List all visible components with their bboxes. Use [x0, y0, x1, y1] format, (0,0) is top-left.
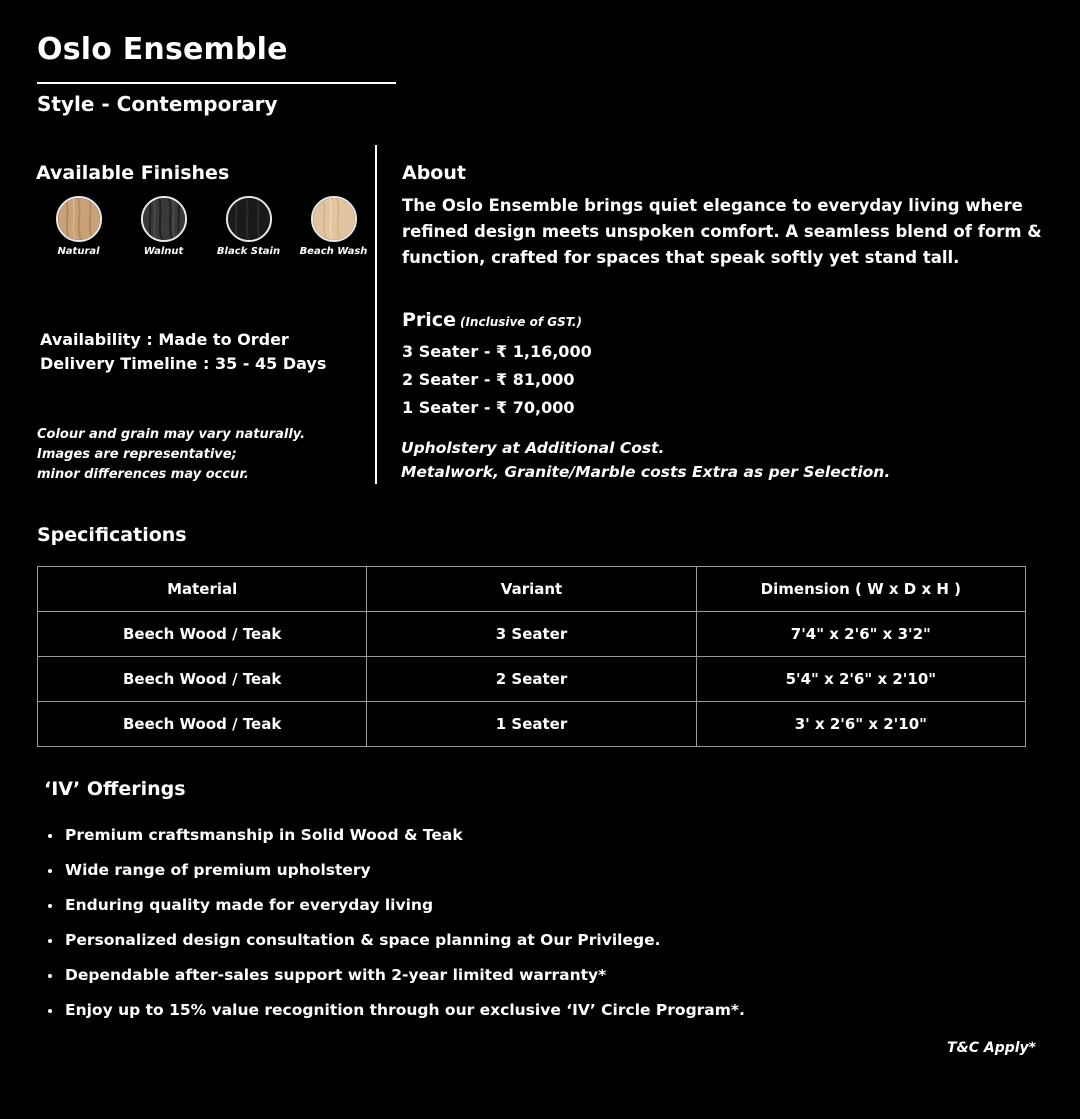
disclaimer-note [37, 425, 305, 485]
column-header-material: Material [38, 567, 367, 612]
cell-material: Beech Wood / Teak [38, 612, 367, 657]
table-row [38, 702, 1026, 747]
price-heading-label: Price [402, 309, 456, 331]
cell-dimension: 3' x 2'6" x 2'10" [696, 702, 1025, 747]
finish-label-walnut: Walnut [143, 246, 184, 257]
price-item: 1 Seater - ₹ 70,000 [402, 398, 575, 417]
list-item [48, 853, 745, 888]
price-list [402, 338, 592, 422]
finishes-heading: Available Finishes [36, 162, 230, 184]
bullet-icon [48, 834, 52, 838]
table-row [38, 612, 1026, 657]
swatch-black-stain [226, 196, 272, 242]
about-heading: About [402, 162, 466, 184]
list-item [48, 888, 745, 923]
cell-dimension: 5'4" x 2'6" x 2'10" [696, 657, 1025, 702]
finish-label-black-stain: Black Stain [216, 246, 281, 257]
about-description: The Oslo Ensemble brings quiet elegance to everyday living where refined design meets unspoken comfort. A seamless blend of form & function, crafted for spaces that speak softly yet stand tall. [402, 196, 1042, 267]
list-item [48, 993, 745, 1028]
offering-text: Enduring quality made for everyday living [65, 896, 434, 914]
column-header-variant: Variant [367, 567, 696, 612]
bullet-icon [48, 974, 52, 978]
column-header-dimension: Dimension ( W x D x H ) [696, 567, 1025, 612]
table-header-row [38, 567, 1026, 612]
upholstery-note: Upholstery at Additional Cost. [401, 439, 665, 457]
price-item: 2 Seater - ₹ 81,000 [402, 370, 575, 389]
finish-label-beach-wash: Beach Wash [299, 246, 368, 257]
page-title: Oslo Ensemble [37, 32, 288, 67]
price-item: 3 Seater - ₹ 1,16,000 [402, 342, 592, 361]
cell-material: Beech Wood / Teak [38, 702, 367, 747]
offering-text: Premium craftsmanship in Solid Wood & Teak [65, 826, 463, 844]
bullet-icon [48, 904, 52, 908]
cell-variant: 3 Seater [367, 612, 696, 657]
availability-text: Availability : Made to Order [40, 330, 289, 349]
finish-walnut[interactable] [121, 196, 206, 257]
disclaimer-line: Colour and grain may vary naturally. [37, 427, 306, 442]
swatch-beach-wash [311, 196, 357, 242]
swatch-walnut [141, 196, 187, 242]
bullet-icon [48, 869, 52, 873]
bullet-icon [48, 939, 52, 943]
list-item [48, 923, 745, 958]
cell-material: Beech Wood / Teak [38, 657, 367, 702]
finish-swatches [36, 196, 376, 257]
metalwork-note: Metalwork, Granite/Marble costs Extra as per Selection. [401, 463, 891, 481]
list-item [48, 818, 745, 853]
title-divider [37, 82, 396, 84]
specifications-table [37, 566, 1026, 747]
finish-beach-wash[interactable] [291, 196, 376, 257]
offering-text: Dependable after-sales support with 2-year limited warranty* [65, 966, 607, 984]
offerings-heading: ‘IV’ Offerings [44, 778, 186, 800]
column-divider [375, 145, 377, 484]
style-subtitle: Style - Contemporary [37, 92, 278, 116]
specifications-heading: Specifications [37, 524, 187, 546]
cell-variant: 1 Seater [367, 702, 696, 747]
availability-block [40, 328, 326, 376]
price-heading [402, 309, 582, 331]
disclaimer-line: Images are representative; [37, 447, 237, 462]
finish-black-stain[interactable] [206, 196, 291, 257]
disclaimer-line: minor differences may occur. [37, 467, 249, 482]
offering-text: Personalized design consultation & space planning at Our Privilege. [65, 931, 661, 949]
price-extras [401, 436, 890, 484]
bullet-icon [48, 1009, 52, 1013]
offering-text: Enjoy up to 15% value recognition through our exclusive ‘IV’ Circle Program*. [65, 1001, 745, 1019]
offering-text: Wide range of premium upholstery [65, 861, 371, 879]
offerings-list [48, 818, 745, 1028]
price-gst-note: (Inclusive of GST.) [459, 315, 582, 329]
finish-natural[interactable] [36, 196, 121, 257]
list-item [48, 958, 745, 993]
cell-dimension: 7'4" x 2'6" x 3'2" [696, 612, 1025, 657]
finish-label-natural: Natural [57, 246, 100, 257]
terms-apply-note: T&C Apply* [946, 1040, 1036, 1056]
delivery-timeline-text: Delivery Timeline : 35 - 45 Days [40, 354, 327, 373]
table-row [38, 657, 1026, 702]
swatch-natural [56, 196, 102, 242]
cell-variant: 2 Seater [367, 657, 696, 702]
